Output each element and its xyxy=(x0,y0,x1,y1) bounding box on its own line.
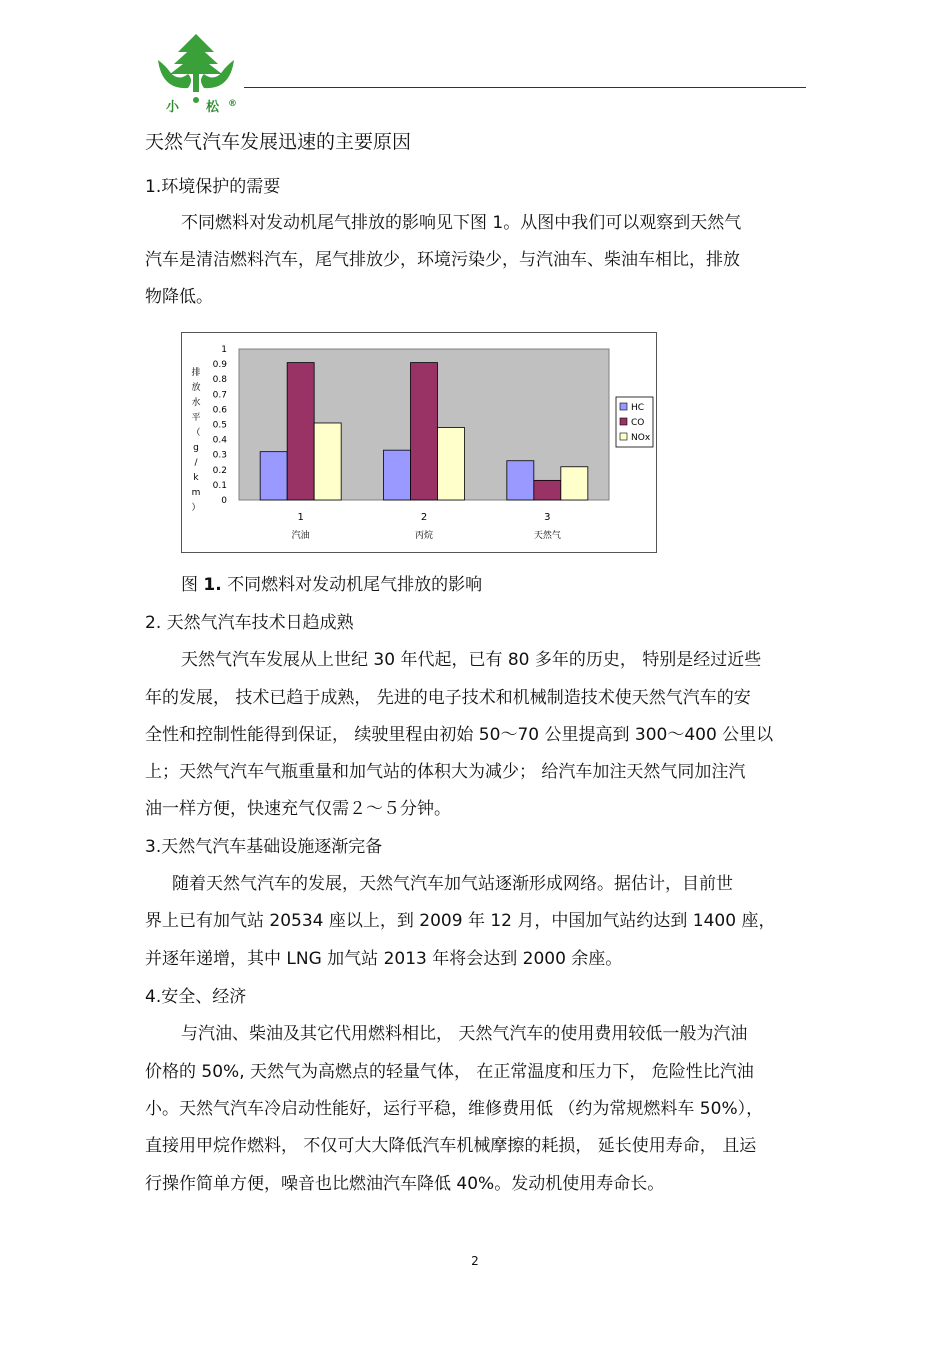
bar-co xyxy=(411,363,438,500)
y-tick-label: 0.6 xyxy=(212,405,227,416)
y-axis-label-char: 水 xyxy=(191,398,201,408)
legend-swatch xyxy=(620,418,627,425)
paragraph-line: 年的发展， 技术已趋于成熟， 先进的电子技术和机械制造技术使天然气汽车的安 xyxy=(145,688,751,708)
bar-hc xyxy=(260,452,287,500)
y-tick-label: 0.5 xyxy=(212,420,227,431)
x-tick-label: 3 xyxy=(544,512,551,523)
bar-nox xyxy=(314,423,341,500)
paragraph-line: 与汽油、柴油及其它代用燃料相比， 天然气汽车的使用费用较低一般为汽油 xyxy=(181,1024,748,1044)
page-title: 天然气汽车发展迅速的主要原因 xyxy=(145,131,412,153)
paragraph-line: 不同燃料对发动机尾气排放的影响见下图 1。从图中我们可以观察到天然气 xyxy=(181,213,742,233)
emissions-chart-frame xyxy=(181,332,657,553)
bar-co xyxy=(287,363,314,500)
y-axis-label-char: 排 xyxy=(191,368,201,378)
logo-char-1: 小 xyxy=(166,100,180,115)
paragraph-line: 价格的 50%, 天然气为高燃点的轻量气体， 在正常温度和压力下， 危险性比汽油 xyxy=(145,1062,754,1082)
paragraph-line: 直接用甲烷作燃料， 不仅可大大降低汽车机械摩擦的耗损， 延长使用寿命， 且运 xyxy=(145,1136,757,1156)
bar-hc xyxy=(507,461,534,500)
y-axis-label-char: （ xyxy=(191,428,201,438)
section-3-heading: 3.天然气汽车基础设施逐渐完备 xyxy=(145,837,383,857)
paragraph-line: 并逐年递增，其中 LNG 加气站 2013 年将会达到 2000 余座。 xyxy=(145,949,623,969)
header-rule xyxy=(244,87,806,88)
y-tick-label: 0.7 xyxy=(212,390,227,401)
section-4-heading: 4.安全、经济 xyxy=(145,987,247,1007)
bar-co xyxy=(534,480,561,500)
x-tick-label: 1 xyxy=(297,512,304,523)
paragraph-line: 界上已有加气站 20534 座以上，到 2009 年 12 月，中国加气站约达到 1400 座， xyxy=(145,911,776,931)
paragraph-line: 汽车是清洁燃料汽车，尾气排放少，环境污染少，与汽油车、柴油车相比，排放 xyxy=(145,250,740,270)
caption-text: 不同燃料对发动机尾气排放的影响 xyxy=(221,575,483,595)
section-2-heading: 2. 天然气汽车技术日趋成熟 xyxy=(145,613,354,633)
y-axis-label-char: 放 xyxy=(191,383,201,393)
legend-label: NOx xyxy=(631,433,651,443)
bar-nox xyxy=(561,467,588,500)
legend-swatch xyxy=(620,433,627,440)
legend-label: HC xyxy=(631,403,645,413)
emissions-bar-chart xyxy=(182,333,656,552)
y-tick-label: 0.8 xyxy=(212,375,227,386)
paragraph-line: 行操作简单方便，噪音也比燃油汽车降低 40%。发动机使用寿命长。 xyxy=(145,1174,665,1194)
y-axis-label-char: / xyxy=(194,458,198,468)
y-tick-label: 0.9 xyxy=(212,360,227,371)
y-axis-label-char: k xyxy=(193,473,199,483)
x-category-sublabel: 天然气 xyxy=(533,531,561,541)
y-tick-label: 1 xyxy=(221,345,227,355)
legend-label: CO xyxy=(631,418,645,428)
y-tick-label: 0 xyxy=(221,496,227,506)
x-category-sublabel: 丙烷 xyxy=(414,531,434,541)
paragraph-line: 随着天然气汽车的发展，天然气汽车加气站逐渐形成网络。据估计，目前世 xyxy=(172,874,733,894)
y-axis-label-char: ） xyxy=(191,503,201,513)
y-tick-label: 0.2 xyxy=(212,465,227,476)
y-axis-label-char: g xyxy=(193,443,199,453)
bar-nox xyxy=(438,428,465,500)
y-tick-label: 0.4 xyxy=(212,435,227,446)
figure-caption xyxy=(181,575,482,595)
paragraph-line: 小。天然气汽车冷启动性能好，运行平稳，维修费用低 （约为常规燃料车 50%）， xyxy=(145,1099,764,1119)
x-category-sublabel: 汽油 xyxy=(291,531,310,541)
y-tick-label: 0.1 xyxy=(212,480,227,491)
caption-prefix: 图 xyxy=(181,575,204,595)
y-axis-label-char: m xyxy=(191,488,201,498)
paragraph-line: 物降低。 xyxy=(145,287,213,307)
bar-hc xyxy=(384,450,411,500)
paragraph-line: 上；天然气汽车气瓶重量和加气站的体积大为减少； 给汽车加注天然气同加注汽 xyxy=(145,762,746,782)
registered-mark: ® xyxy=(228,99,237,109)
paragraph-line: 油一样方便，快速充气仅需２～５分钟。 xyxy=(145,799,451,819)
y-tick-label: 0.3 xyxy=(212,450,227,461)
y-axis-label-char: 平 xyxy=(191,413,201,423)
caption-number: 1. xyxy=(203,575,222,595)
section-1-heading: 1.环境保护的需要 xyxy=(145,177,281,197)
paragraph-line: 天然气汽车发展从上世纪 30 年代起，已有 80 多年的历史， 特别是经过近些 xyxy=(181,650,762,670)
paragraph-line: 全性和控制性能得到保证， 续驶里程由初始 50～70 公里提高到 300～400 公里以 xyxy=(145,725,774,745)
legend-swatch xyxy=(620,403,627,410)
x-tick-label: 2 xyxy=(420,512,428,523)
logo-char-2: 松 xyxy=(206,100,220,115)
page-number: 2 xyxy=(471,1254,479,1268)
